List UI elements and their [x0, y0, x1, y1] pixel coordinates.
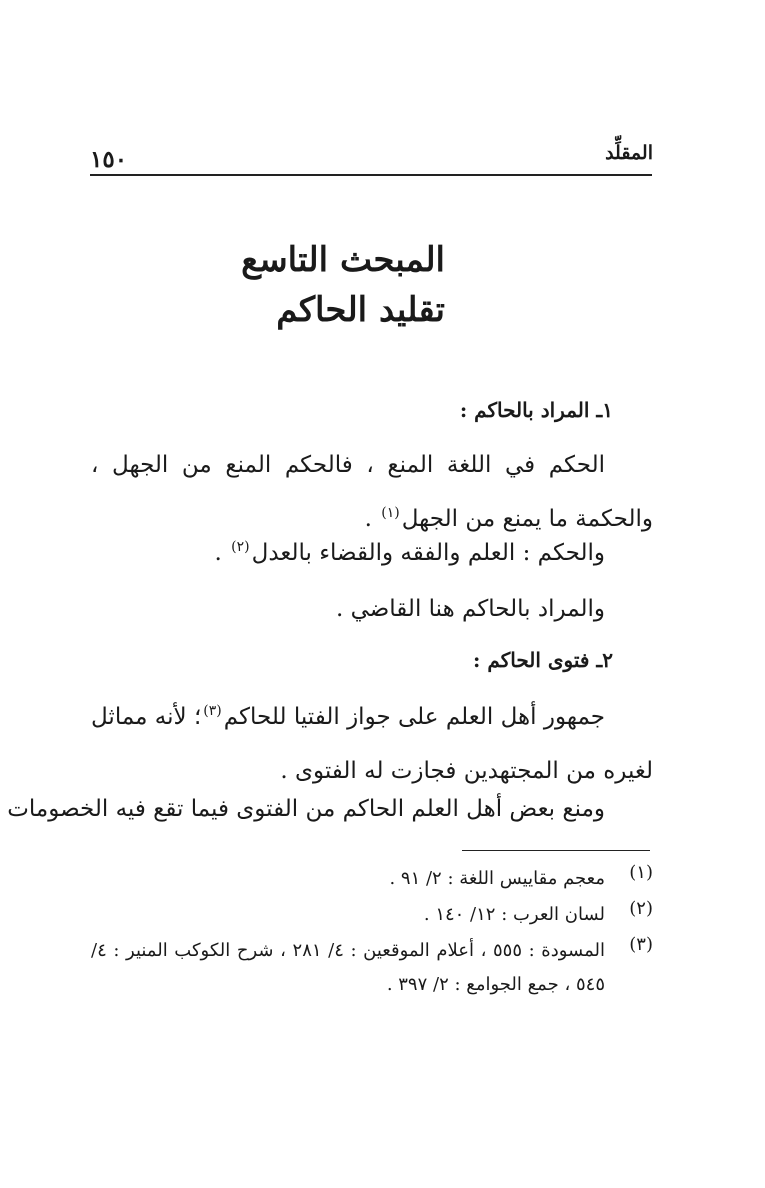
- paragraph-2: [215, 540, 605, 566]
- paragraph-1: [91, 438, 653, 546]
- paragraph-1-text: الحكم في اللغة المنع ، فالحكم المنع من الجهل ، والحكمة ما يمنع من الجهل: [91, 452, 653, 532]
- section-heading-1: ١ـ المراد بالحاكم :: [459, 398, 613, 422]
- chapter-subtitle: تقليد الحاكم: [276, 290, 445, 330]
- footnote-text: المسودة : ٥٥٥ ، أعلام الموقعين : ٤/ ٢٨١ ، شرح الكوكب المنير : ٤/ ٥٤٥ ، جمع الجوامع : ٢/ ٣٩٧ .: [91, 940, 605, 995]
- chapter-title: المبحث التاسع: [241, 240, 445, 280]
- paragraph-1-end: .: [364, 506, 380, 532]
- paragraph-2-end: .: [214, 540, 230, 566]
- paragraph-3: والمراد بالحاكم هنا القاضي .: [335, 596, 605, 622]
- section-heading-2: ٢ـ فتوى الحاكم :: [473, 648, 613, 672]
- footnote-number: (٣): [629, 934, 653, 955]
- footnote-3: [91, 934, 653, 1004]
- paragraph-5: ومنع بعض أهل العلم الحاكم من الفتوى فيما تقع فيه الخصومات: [7, 796, 605, 822]
- footnote-number: (٢): [629, 898, 653, 919]
- page-number: ١٥٠: [90, 146, 128, 173]
- footnote-number: (١): [629, 862, 653, 883]
- footnote-ref-3: (٣): [203, 703, 222, 720]
- running-header-title: المقلِّد: [605, 142, 653, 164]
- footnote-ref-1: (١): [381, 505, 400, 522]
- paragraph-4: [91, 690, 653, 798]
- footnote-1: [91, 862, 653, 896]
- header-divider: [90, 174, 652, 176]
- paragraph-2-text: والحكم : العلم والفقه والقضاء بالعدل: [251, 540, 605, 566]
- paragraph-4-text: جمهور أهل العلم على جواز الفتيا للحاكم: [223, 704, 605, 730]
- footnote-ref-2: (٢): [231, 539, 250, 556]
- footnote-divider: [462, 850, 650, 851]
- footnote-text: معجم مقاييس اللغة : ٢/ ٩١ .: [389, 868, 605, 889]
- footnote-text: لسان العرب : ١٢/ ١٤٠ .: [423, 904, 605, 925]
- footnote-2: [91, 898, 653, 932]
- paragraph-4-end: ؛ لأنه مماثل لغيره من المجتهدين فجازت له الفتوى .: [91, 704, 653, 784]
